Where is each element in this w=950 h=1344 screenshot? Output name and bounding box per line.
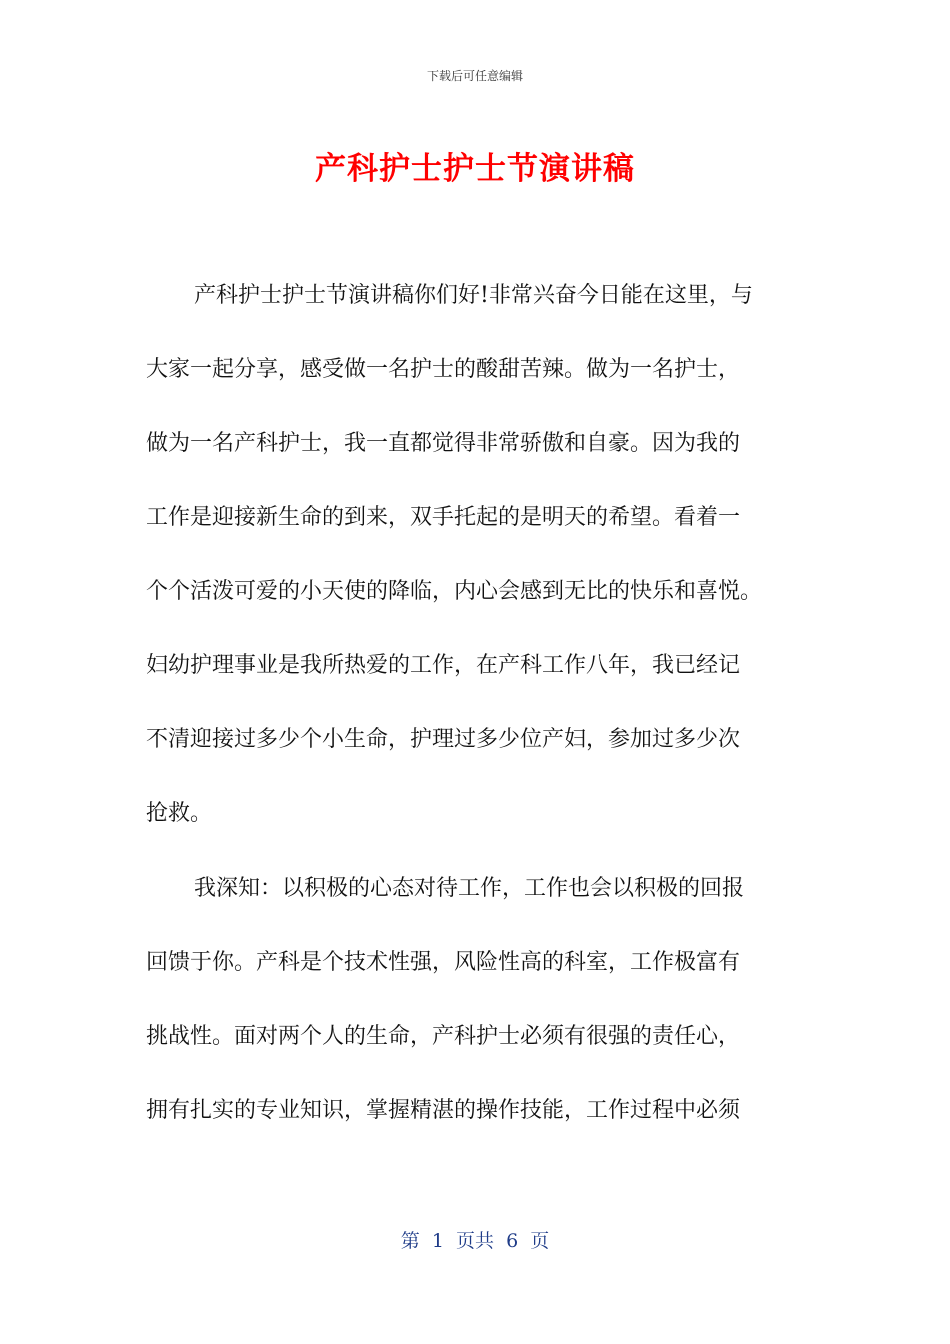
paragraph-line: 工作是迎接新生命的到来，双手托起的是明天的希望。看着一 <box>146 505 741 530</box>
page-number-footer: 第 1 页共 6 页 <box>400 1230 550 1252</box>
paragraph-line: 拥有扎实的专业知识，掌握精湛的操作技能，工作过程中必须 <box>146 1098 741 1123</box>
header-note: 下载后可任意编辑 <box>426 69 523 83</box>
paragraph-line: 大家一起分享，感受做一名护士的酸甜苦辣。做为一名护士， <box>146 357 741 382</box>
paragraph-line: 妇幼护理事业是我所热爱的工作，在产科工作八年，我已经记 <box>146 653 741 678</box>
paragraph-line: 挑战性。面对两个人的生命，产科护士必须有很强的责任心， <box>146 1024 741 1049</box>
paragraph-line: 我深知：以积极的心态对待工作，工作也会以积极的回报 <box>194 876 745 901</box>
paragraph-line: 不清迎接过多少个小生命，护理过多少位产妇，参加过多少次 <box>146 727 741 752</box>
paragraph-line: 个个活泼可爱的小天使的降临，内心会感到无比的快乐和喜悦。 <box>146 579 763 604</box>
document-title: 产科护士护士节演讲稿 <box>315 151 635 187</box>
paragraph-line: 做为一名产科护士，我一直都觉得非常骄傲和自豪。因为我的 <box>146 431 741 456</box>
paragraph-line: 回馈于你。产科是个技术性强，风险性高的科室，工作极富有 <box>146 950 741 975</box>
paragraph-line: 抢救。 <box>146 801 213 826</box>
paragraph-line: 产科护士护士节演讲稿你们好!非常兴奋今日能在这里，与 <box>194 283 753 308</box>
